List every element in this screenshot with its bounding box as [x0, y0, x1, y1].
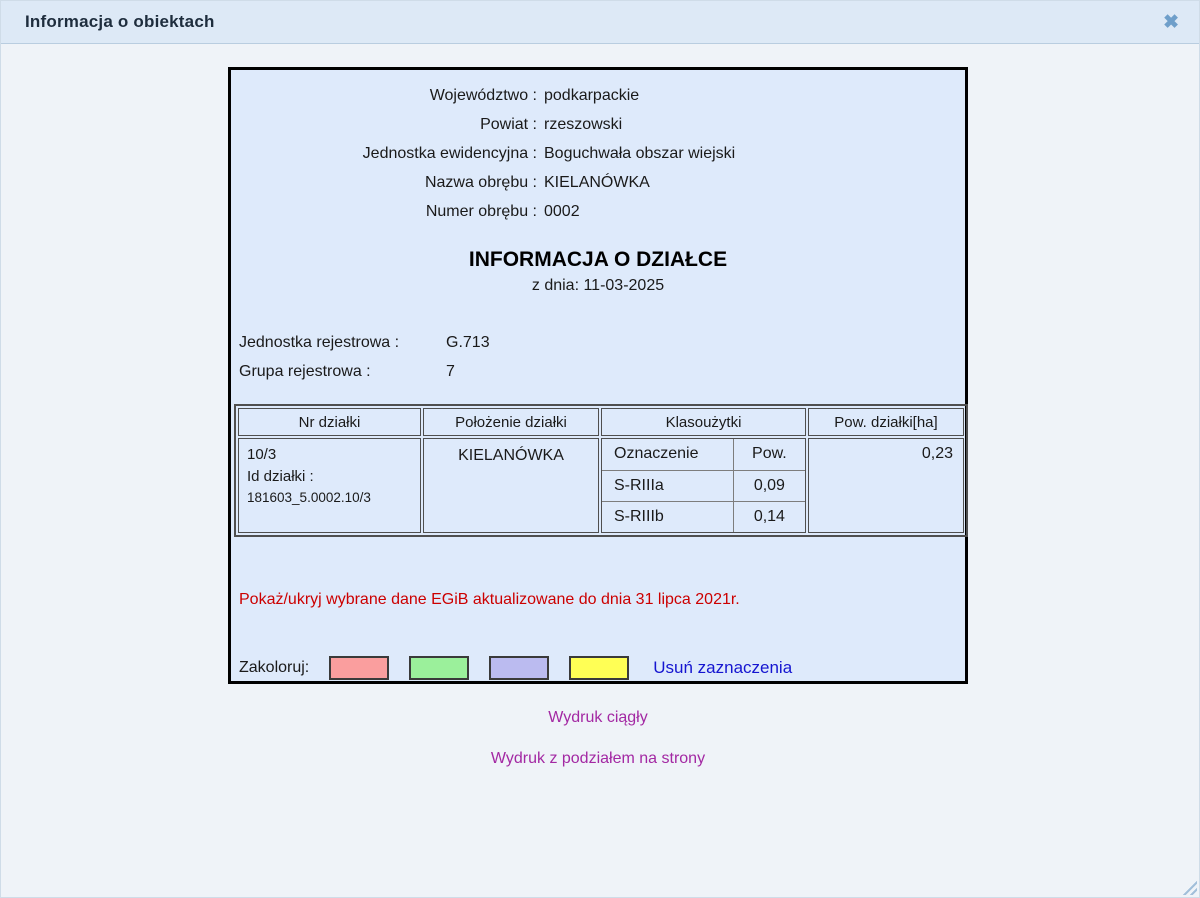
col-header-polozenie: Położenie działki: [423, 408, 599, 436]
registry-line-grupa: [239, 357, 965, 386]
kl-class-code: S-RIIIb: [602, 501, 733, 532]
parcel-id-label: Id działki :: [247, 468, 314, 485]
dialog-title: Informacja o obiektach: [25, 12, 215, 31]
header-label: Nazwa obrębu :: [424, 174, 537, 191]
colorize-row: [231, 653, 965, 683]
color-swatch-red[interactable]: [329, 656, 389, 680]
registry-label: Grupa rejestrowa :: [239, 363, 371, 380]
print-paged-link[interactable]: Wydruk z podziałem na strony: [490, 750, 706, 767]
document-date: z dnia: 11-03-2025: [531, 277, 665, 294]
print-continuous-link[interactable]: Wydruk ciągły: [548, 709, 648, 726]
klasouzytki-row: [602, 470, 805, 501]
klasouzytki-table: [602, 439, 805, 532]
klasouzytki-header-row: [602, 439, 805, 470]
kl-class-area: 0,14: [753, 507, 785, 525]
close-icon[interactable]: ✖: [1163, 11, 1179, 33]
header-line-nazwa-obrebu: [231, 168, 965, 197]
color-swatch-yellow[interactable]: [569, 656, 629, 680]
header-value: KIELANÓWKA: [544, 174, 650, 191]
registry-line-jednostka: [239, 328, 965, 357]
header-value: rzeszowski: [544, 116, 623, 133]
cell-polozenie: KIELANÓWKA: [423, 438, 599, 533]
header-line-powiat: [231, 110, 965, 139]
resize-grip-icon[interactable]: [1182, 880, 1197, 895]
header-line-numer-obrebu: [231, 197, 965, 226]
cell-klasouzytki: [601, 438, 806, 533]
print-links: [0, 708, 1196, 769]
parcel-info-panel: [228, 67, 968, 684]
kl-class-code: S-RIIIa: [602, 470, 733, 501]
header-label: Jednostka ewidencyjna :: [362, 145, 537, 162]
color-swatch-green[interactable]: [409, 656, 469, 680]
color-swatch-purple[interactable]: [489, 656, 549, 680]
header-value: podkarpackie: [544, 87, 640, 104]
header-value: Boguchwała obszar wiejski: [544, 145, 736, 162]
parcel-table: [234, 404, 968, 537]
kl-header-pow: Pow.: [733, 439, 805, 470]
col-header-pow-dzialki: Pow. działki[ha]: [808, 408, 964, 436]
header-line-wojewodztwo: [231, 81, 965, 110]
parcel-number: 10/3: [247, 446, 277, 463]
dialog-titlebar[interactable]: [1, 1, 1199, 44]
kl-header-oznaczenie: Oznaczenie: [602, 439, 733, 470]
header-label: Numer obrębu :: [425, 203, 537, 220]
header-value: 0002: [544, 203, 580, 220]
parcel-table-header-row: [238, 408, 964, 436]
header-line-jednostka-ewidencyjna: [231, 139, 965, 168]
colorize-label: Zakoloruj:: [239, 659, 310, 676]
registry-block: [231, 328, 965, 386]
parcel-id-value: 181603_5.0002.10/3: [247, 490, 371, 505]
clear-selection-link[interactable]: Usuń zaznaczenia: [653, 658, 793, 677]
egib-toggle-link[interactable]: Pokaż/ukryj wybrane dane EGiB aktualizowane do dnia 31 lipca 2021r.: [239, 591, 740, 608]
document-title: INFORMACJA O DZIAŁCE: [468, 248, 728, 271]
col-header-klasouzytki: Klasoużytki: [601, 408, 806, 436]
col-header-nr-dzialki: Nr działki: [238, 408, 421, 436]
header-label: Powiat :: [480, 116, 537, 133]
kl-class-area: 0,09: [733, 470, 805, 501]
cell-pow-dzialki: 0,23: [808, 438, 964, 533]
registry-label: Jednostka rejestrowa :: [239, 334, 400, 351]
registry-value: 7: [446, 363, 455, 380]
region-header-info: [231, 70, 965, 226]
parcel-table-row: [238, 438, 964, 533]
klasouzytki-row: [602, 501, 805, 532]
registry-value: G.713: [446, 334, 490, 351]
header-label: Województwo :: [429, 87, 537, 104]
cell-nr-dzialki: [238, 438, 421, 533]
